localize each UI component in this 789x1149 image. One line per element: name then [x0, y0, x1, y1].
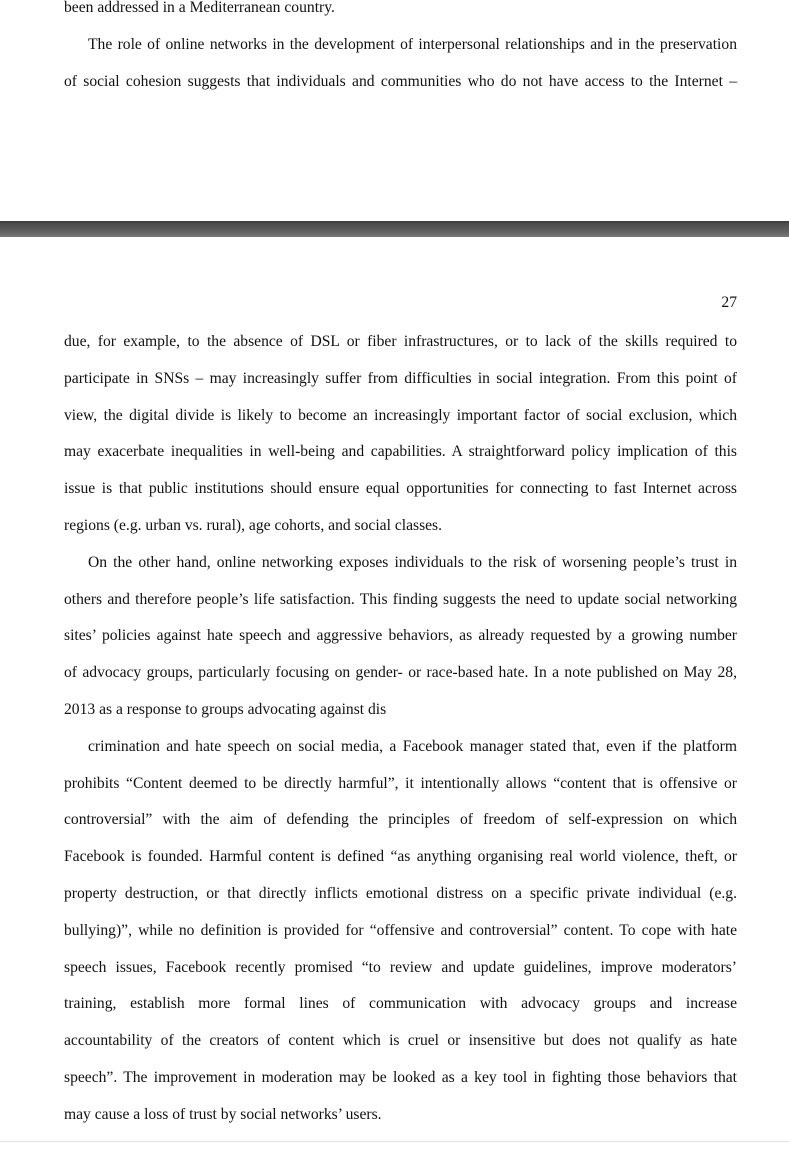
text-line: due, for example, to the absence of DSL or fiber infrastructures, or to lack of the skills required to [64, 333, 737, 350]
text-line: speech issues, Facebook recently promised “to review and update guidelines, improve moderators’ [64, 959, 737, 976]
paragraph-first-line: On the other hand, online networking exposes individuals to the risk of worsening people’s trust in [88, 554, 737, 571]
text-line: been addressed in a Mediterranean country. [64, 0, 335, 16]
text-line: issue is that public institutions should ensure equal opportunities for connecting to fast Internet across [64, 480, 737, 497]
text-line: of advocacy groups, particularly focusing on gender- or race-based hate. In a note published on May 28, [64, 664, 737, 681]
text-line: Facebook is founded. Harmful content is defined “as anything organising real world violence, theft, or [64, 848, 737, 865]
page-number: 27 [721, 294, 737, 311]
page-separator [0, 221, 789, 237]
text-line: crimination and hate speech on social media, a Facebook manager stated that, even if the platform [88, 738, 737, 755]
paragraph-last-line: may cause a loss of trust by social networks’ users. [64, 1106, 382, 1123]
text-line: participate in SNSs – may increasingly suffer from difficulties in social integration. From this point of [64, 370, 737, 387]
text-line: prohibits “Content deemed to be directly harmful”, it intentionally allows “content that is offensive or [64, 775, 737, 792]
text-line: training, establish more formal lines of communication with advocacy groups and increase [64, 995, 737, 1012]
text-line: view, the digital divide is likely to become an increasingly important factor of social exclusion, which [64, 407, 737, 424]
text-line: speech”. The improvement in moderation may be looked as a key tool in fighting those behaviors that [64, 1069, 737, 1086]
text-line: property destruction, or that directly inflicts emotional distress on a specific private individual (e.g. [64, 885, 737, 902]
text-line: controversial” with the aim of defending the principles of freedom of self-expression on which [64, 811, 737, 828]
document-page-top [0, 0, 789, 221]
text-line: 2013 as a response to groups advocating against dis [64, 701, 387, 718]
paragraph-last-line: regions (e.g. urban vs. rural), age cohorts, and social classes. [64, 517, 443, 534]
text-line: others and therefore people’s life satisfaction. This finding suggests the need to update social networking [64, 591, 737, 608]
text-line: bullying)”, while no definition is provided for “offensive and controversial” content. To cope with hate [64, 922, 737, 939]
text-line: sites’ policies against hate speech and aggressive behaviors, as already requested by a growing number [64, 627, 737, 644]
paragraph-first-line: The role of online networks in the development of interpersonal relationships and in the preservation [88, 36, 737, 53]
text-line: accountability of the creators of content which is cruel or insensitive but does not qualify as hate [64, 1032, 737, 1049]
text-line: of social cohesion suggests that individuals and communities who do not have access to the Internet – [64, 73, 737, 90]
page-bottom-edge [0, 1141, 789, 1142]
text-line: may exacerbate inequalities in well-being and capabilities. A straightforward policy implication of this [64, 443, 737, 460]
